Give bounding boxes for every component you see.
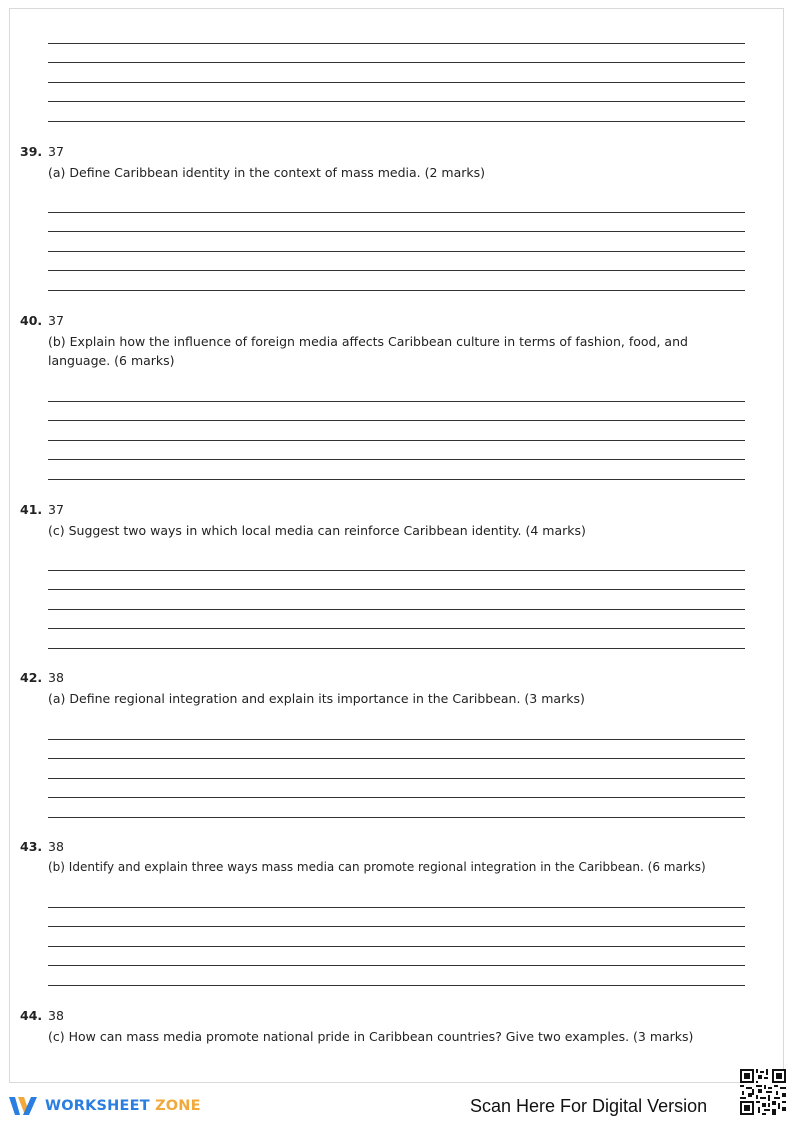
worksheet-zone-logo[interactable] — [9, 1095, 201, 1117]
question-reference: 38 — [48, 670, 64, 685]
answer-line — [48, 946, 745, 947]
question-40 — [20, 313, 750, 370]
answer-line — [48, 609, 745, 610]
scan-label: Scan Here For Digital Version — [470, 1096, 708, 1116]
question-text: (b) Identify and explain three ways mass media can promote regional integration in the Caribbean. (6 marks) — [48, 860, 706, 874]
question-reference: 37 — [48, 313, 64, 328]
logo-text — [45, 1098, 201, 1114]
question-number: 44. — [20, 1008, 43, 1023]
question-41 — [20, 502, 750, 540]
answer-line — [48, 778, 745, 779]
question-reference: 37 — [48, 502, 64, 517]
question-text: (c) Suggest two ways in which local media can reinforce Caribbean identity. (4 marks) — [48, 523, 586, 538]
answer-line — [48, 420, 745, 421]
question-text: (a) Define regional integration and explain its importance in the Caribbean. (3 marks) — [48, 691, 585, 706]
answer-line — [48, 251, 745, 252]
answer-line — [48, 907, 745, 908]
question-43 — [20, 839, 750, 877]
qr-code-icon[interactable] — [740, 1069, 786, 1115]
answer-line — [48, 440, 745, 441]
question-number: 42. — [20, 670, 43, 685]
question-text: (b) Explain how the influence of foreign media affects Caribbean culture in terms of fashion, food, and language. (6 marks) — [48, 334, 688, 368]
answer-line — [48, 739, 745, 740]
answer-line — [48, 479, 745, 480]
answer-line — [48, 212, 745, 213]
logo-word-worksheet: WORKSHEET — [45, 1098, 150, 1114]
answer-line — [48, 459, 745, 460]
answer-line — [48, 82, 745, 83]
answer-line — [48, 648, 745, 649]
logo-icon — [9, 1095, 39, 1117]
answer-line — [48, 290, 745, 291]
answer-line — [48, 43, 745, 44]
answer-line — [48, 570, 745, 571]
question-reference: 38 — [48, 839, 64, 854]
answer-line — [48, 270, 745, 271]
answer-line — [48, 101, 745, 102]
answer-line — [48, 985, 745, 986]
question-number: 40. — [20, 313, 43, 328]
answer-line — [48, 965, 745, 966]
answer-line — [48, 121, 745, 122]
answer-line — [48, 817, 745, 818]
logo-word-zone: ZONE — [155, 1098, 201, 1114]
question-39 — [20, 144, 750, 182]
answer-line — [48, 231, 745, 232]
question-text: (a) Define Caribbean identity in the context of mass media. (2 marks) — [48, 165, 486, 180]
answer-line — [48, 401, 745, 402]
question-42 — [20, 670, 750, 708]
answer-line — [48, 797, 745, 798]
answer-line — [48, 926, 745, 927]
question-reference: 37 — [48, 144, 64, 159]
question-number: 39. — [20, 144, 43, 159]
answer-line — [48, 628, 745, 629]
question-reference: 38 — [48, 1008, 64, 1023]
question-text: (c) How can mass media promote national pride in Caribbean countries? Give two examples. (3 marks) — [48, 1029, 694, 1044]
question-44 — [20, 1008, 750, 1046]
question-number: 41. — [20, 502, 43, 517]
answer-line — [48, 589, 745, 590]
answer-line — [48, 758, 745, 759]
question-number: 43. — [20, 839, 43, 854]
answer-line — [48, 62, 745, 63]
